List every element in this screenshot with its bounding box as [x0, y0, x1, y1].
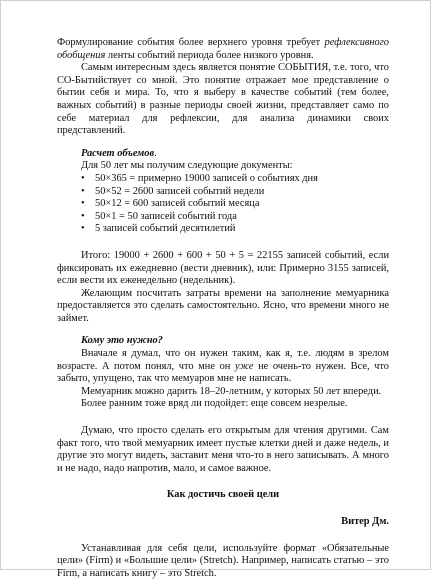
spacer: [57, 475, 389, 489]
heading-dot: .: [154, 147, 157, 159]
paragraph-event-concept: Самым интересным здесь является понятие СОБЫТИЯ, т.е. того, что СО-Бытийствует со мной. Это понятие отражает мое представление о бытии себя и мира. То, что я выберу в качестве событий (тем более, важных событий) в разные периоды своей жизни, представляет само по себе материал для рефлексии, для анализа динамики своих представлений.: [57, 62, 389, 137]
list-item: • 50×52 = 2600 записей событий недели: [81, 186, 389, 199]
spacer: [57, 236, 389, 250]
spacer: [57, 138, 389, 148]
list-item: • 50×1 = 50 записей событий года: [81, 211, 389, 224]
heading-text: Расчет объемов: [81, 147, 155, 159]
spacer: [57, 529, 389, 543]
list-item: • 5 записей событий десятилетий: [81, 223, 389, 236]
text-run: Вначале я думал, что он нужен таким, как я, т.е. людям в зрелом возрасте. А потом понял, что мне он: [57, 348, 389, 372]
paragraph-mature-age: [57, 348, 389, 386]
list-item: • 50×365 = примерно 19000 записей о событиях дня: [81, 173, 389, 186]
list-item: • 50×12 = 600 записей событий месяца: [81, 198, 389, 211]
text-run: не очень-то нужен. Все, что забыто, упущено, так что мемуаров мне не написать.: [57, 360, 390, 385]
paragraph-time-cost: Желающим посчитать затраты времени на заполнение мемуарника предоставляется это сделать самостоятельно. Ясно, что времени много не займет.: [57, 287, 389, 324]
spacer: [57, 325, 389, 335]
paragraph-earlier: Более ранним тоже вряд ли подойдет: еще совсем незрелые.: [81, 398, 348, 410]
paragraph-open-reading: Думаю, что просто сделать его открытым для чтения другими. Сам факт того, что твой мемуарник имеет пустые клетки дней и даже недель, и другие это могут видеть, заставит меня что-то в него записывать. А много и не надо, надо напротив, мало, и самое важное.: [57, 425, 389, 474]
volume-intro: Для 50 лет мы получим следующие документы:: [81, 160, 293, 172]
spacer: [57, 411, 389, 425]
article-title: Как достичь своей цели: [166, 489, 280, 501]
document-body: [57, 37, 389, 580]
text-run: Формулирование события более верхнего уровня требует: [57, 37, 325, 48]
spacer: [57, 502, 389, 516]
section-heading-who-needs: Кому это нужно?: [81, 335, 163, 347]
emphasis-text: рефлексивного обобщения: [57, 37, 389, 61]
paragraph-gift: Мемуарник можно дарить 18–20-летним, у которых 50 лет впереди.: [81, 385, 382, 397]
paragraph-reflexive-generalization: [57, 37, 389, 62]
volume-list: [57, 173, 389, 236]
emphasis-text: уже: [234, 360, 254, 372]
text-run: ленты событий периода более низкого уровня.: [105, 49, 314, 61]
section-heading-volume: [81, 148, 389, 161]
paragraph-firm-stretch: Устанавливая для себя цели, используйте формат «Обязательные цели» (Firm) и «Большие цели» (Stretch). Например, написать статью – это Firm, а написать книгу – это Stretch.: [57, 542, 389, 579]
article-author: Витер Дм.: [341, 516, 389, 527]
paragraph-total: Итого: 19000 + 2600 + 600 + 50 + 5 = 22155 записей событий, если фиксировать их ежедневно (вести дневник), или: Примерно 3155 записей, если вести их еженедельно (недельник).: [57, 249, 389, 287]
